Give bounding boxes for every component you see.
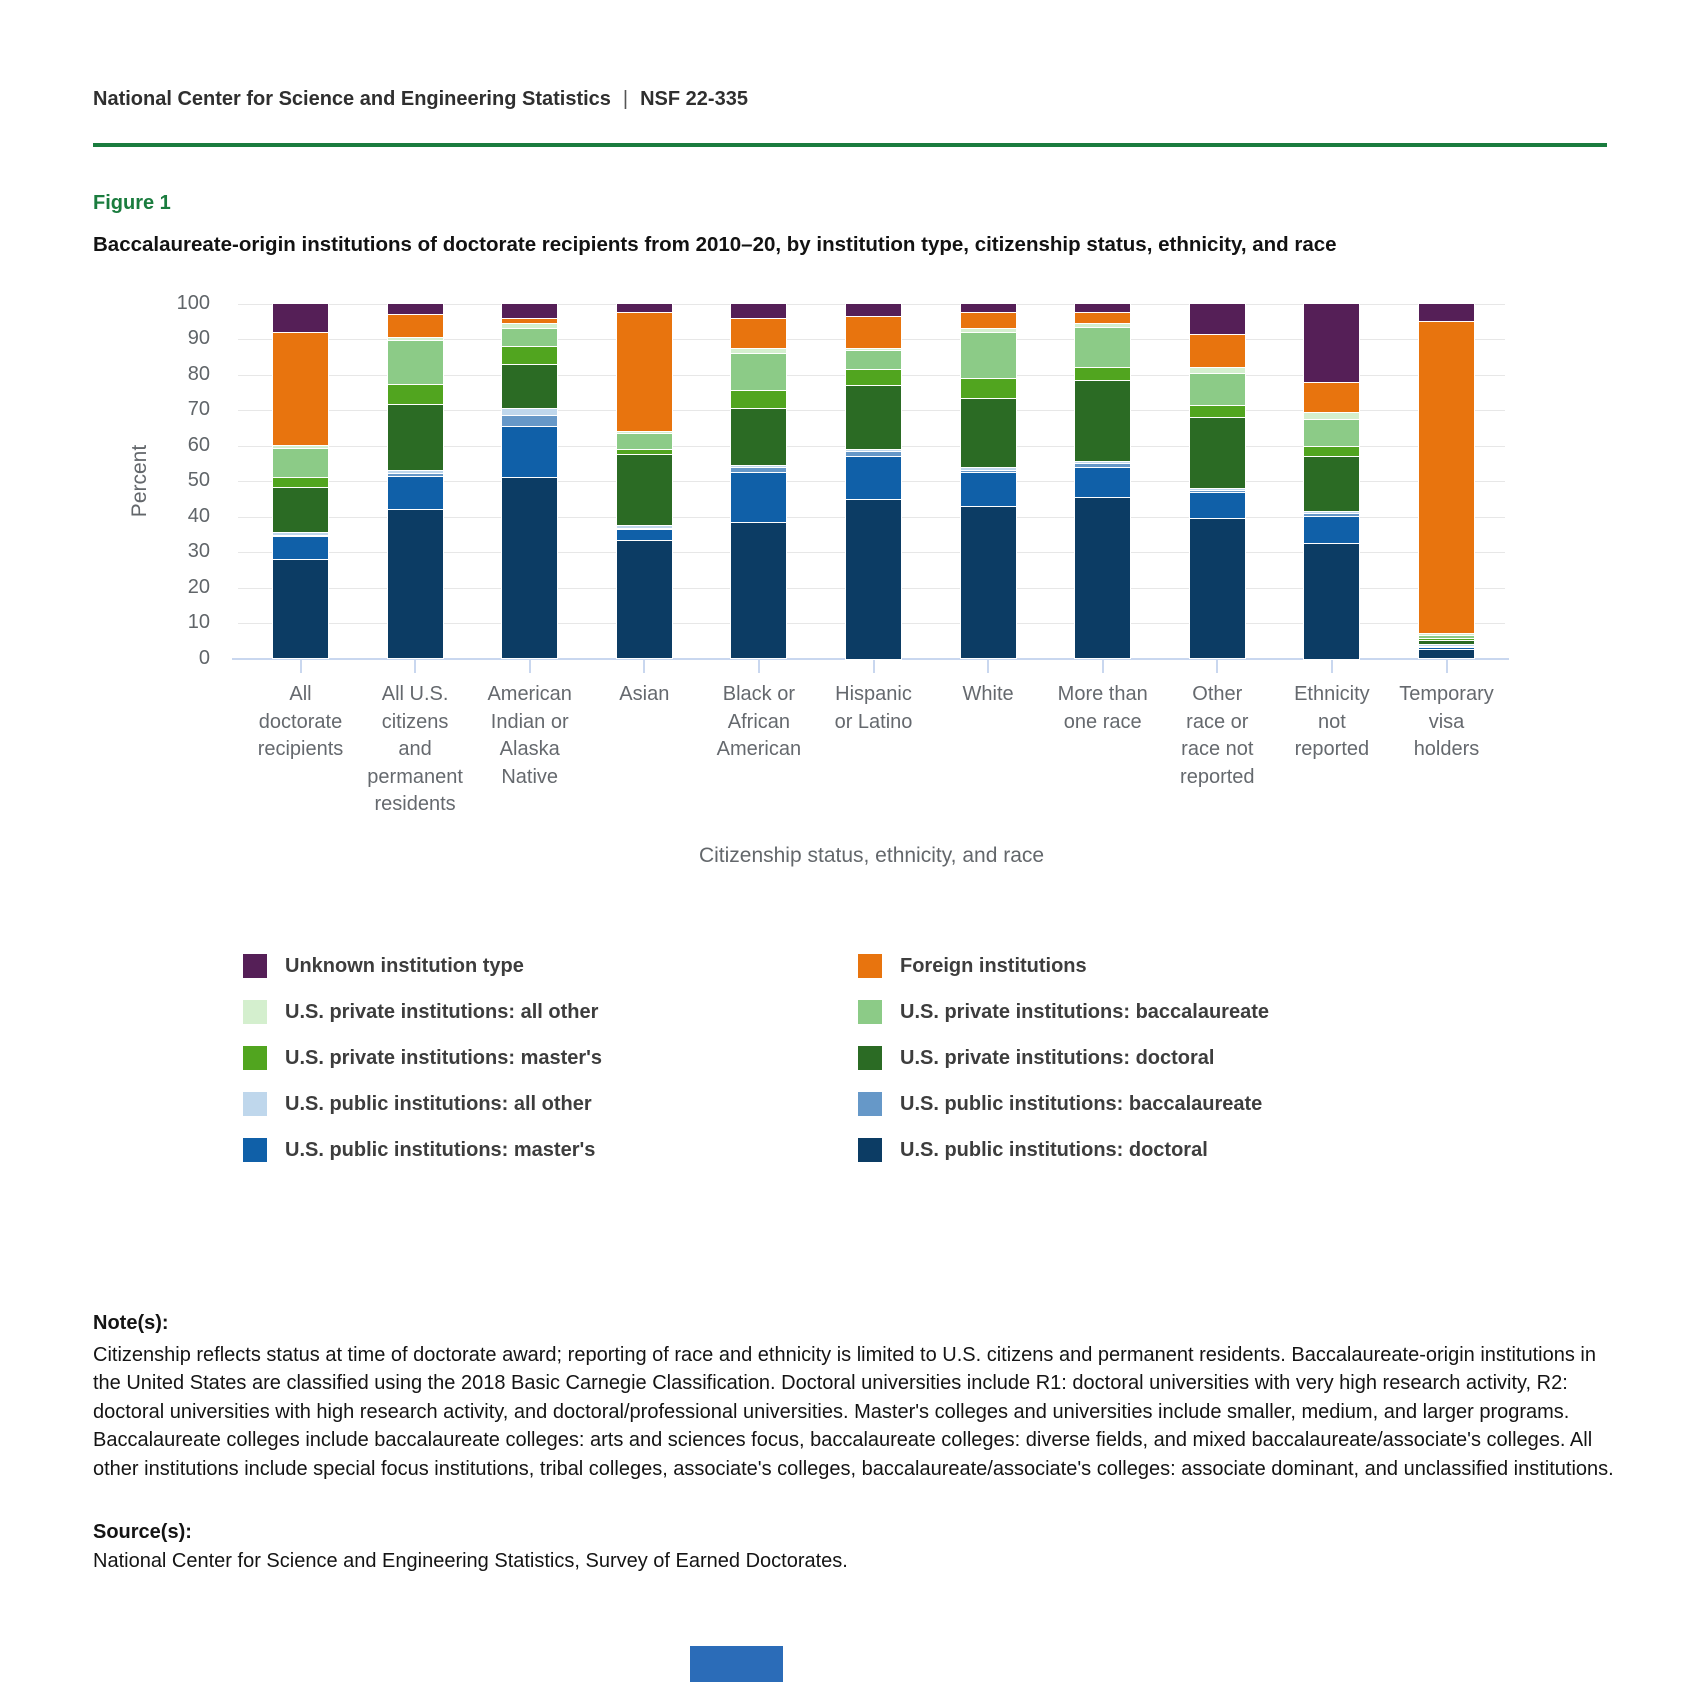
bar-segment-private-masters[interactable] bbox=[273, 477, 328, 488]
y-axis-tick-label: 50 bbox=[187, 469, 210, 491]
org-name: National Center for Science and Engineering Statistics bbox=[93, 88, 611, 110]
bar-segment-private-doctoral[interactable] bbox=[1304, 456, 1359, 511]
legend-label: U.S. public institutions: master's bbox=[285, 1139, 596, 1161]
bar-segment-private-doctoral[interactable] bbox=[846, 385, 901, 449]
bar-segment-private-all-other[interactable] bbox=[502, 323, 557, 328]
legend-label: U.S. public institutions: doctoral bbox=[900, 1139, 1208, 1161]
y-axis-tick-label: 10 bbox=[187, 611, 210, 633]
bar-segment-foreign[interactable] bbox=[731, 318, 786, 348]
y-axis-tick-label: 100 bbox=[176, 291, 210, 314]
bar-segment-public-doctoral[interactable] bbox=[1419, 649, 1474, 659]
bar-segment-public-doctoral[interactable] bbox=[846, 499, 901, 659]
bar-segment-unknown[interactable] bbox=[961, 304, 1016, 313]
x-axis-category-label: American Indian or Alaska Native bbox=[487, 683, 572, 788]
legend-label: U.S. private institutions: baccalaureate bbox=[900, 1001, 1269, 1023]
notes-heading: Note(s): bbox=[93, 1312, 169, 1334]
bar-segment-public-masters[interactable] bbox=[731, 472, 786, 522]
x-axis-tick bbox=[1331, 660, 1333, 673]
x-axis-category-label: Ethnicity not reported bbox=[1294, 683, 1370, 760]
bar-segment-public-all-other[interactable] bbox=[1304, 511, 1359, 513]
bar-segment-private-all-other[interactable] bbox=[1304, 412, 1359, 419]
y-axis-tick-label: 20 bbox=[187, 575, 210, 598]
bar-segment-foreign[interactable] bbox=[617, 312, 672, 431]
bar-segment-private-masters[interactable] bbox=[846, 369, 901, 385]
legend-swatch-icon bbox=[858, 1046, 882, 1070]
x-axis-tick bbox=[1216, 660, 1218, 673]
bar-segment-public-all-other[interactable] bbox=[846, 449, 901, 451]
bar-segment-unknown[interactable] bbox=[1304, 304, 1359, 382]
bar-segment-public-masters[interactable] bbox=[961, 472, 1016, 506]
bar-segment-public-all-other[interactable] bbox=[502, 408, 557, 415]
y-axis-tick-label: 40 bbox=[187, 504, 210, 527]
bar-segment-private-baccalaureate[interactable] bbox=[1419, 635, 1474, 638]
legend-swatch-icon bbox=[243, 1138, 267, 1162]
y-axis-tick-label: 70 bbox=[187, 398, 210, 420]
bar-segment-public-doctoral[interactable] bbox=[502, 477, 557, 658]
bar-segment-foreign[interactable] bbox=[1419, 321, 1474, 633]
bar-segment-public-all-other[interactable] bbox=[273, 532, 328, 535]
legend-label: U.S. public institutions: baccalaureate bbox=[900, 1093, 1263, 1115]
bar-segment-private-all-other[interactable] bbox=[388, 337, 443, 340]
x-axis-category-label: All doctorate recipients bbox=[257, 683, 344, 760]
bar-segment-private-baccalaureate[interactable] bbox=[1190, 373, 1245, 405]
legend-label: Foreign institutions bbox=[900, 955, 1087, 977]
bar-segment-private-masters[interactable] bbox=[388, 384, 443, 404]
x-axis-tick bbox=[987, 660, 989, 673]
bar-segment-private-masters[interactable] bbox=[1419, 638, 1474, 639]
figure-label: Figure 1 bbox=[93, 192, 171, 214]
bar-segment-private-doctoral[interactable] bbox=[961, 398, 1016, 467]
bar-segment-public-baccalaureate[interactable] bbox=[1304, 513, 1359, 517]
x-axis-tick bbox=[643, 660, 645, 673]
bar-segment-unknown[interactable] bbox=[731, 304, 786, 318]
x-axis-category-label: All U.S. citizens and permanent residents bbox=[367, 683, 463, 815]
x-axis-category-label: Hispanic or Latino bbox=[834, 683, 913, 733]
bar-segment-unknown[interactable] bbox=[617, 304, 672, 313]
bar-segment-foreign[interactable] bbox=[846, 316, 901, 348]
bar-segment-private-baccalaureate[interactable] bbox=[1304, 419, 1359, 446]
bar-segment-private-masters[interactable] bbox=[1190, 405, 1245, 417]
legend-label: U.S. private institutions: doctoral bbox=[900, 1047, 1215, 1069]
bar-segment-private-doctoral[interactable] bbox=[388, 404, 443, 470]
bar-segment-public-doctoral[interactable] bbox=[273, 559, 328, 658]
bar-segment-public-masters[interactable] bbox=[502, 426, 557, 477]
bar-segment-private-doctoral[interactable] bbox=[502, 364, 557, 408]
bar-segment-unknown[interactable] bbox=[1190, 304, 1245, 334]
legend-label: U.S. public institutions: all other bbox=[285, 1093, 592, 1115]
notes-body: Citizenship reflects status at time of doctorate award; reporting of race and ethnicity is limited to U.S. citizens and permanent residents. Baccalaureate-origin institutions in the United States are classified using the 2018 Basic Carnegie Classification. Doctoral universities include R1: doctoral universities with very high research activity, R2: doctoral universities with high research activity, and doctoral/professional universities. Master's colleges and universities include smaller, medium, and larger programs. Baccalaureate colleges include baccalaureate colleges: arts and sciences focus, baccalaureate colleges: diverse fields, and mixed baccalaureate/associate's colleges. All other institutions include special focus institutions, tribal colleges, associate's colleges, baccalaureate/associate's colleges: associate dominant, and unclassified institutions. bbox=[93, 1344, 1614, 1480]
x-axis-category-label: Temporary visa holders bbox=[1399, 683, 1494, 760]
bar-segment-public-all-other[interactable] bbox=[1190, 488, 1245, 490]
bar-segment-public-masters[interactable] bbox=[1304, 517, 1359, 544]
y-axis-title: Percent bbox=[128, 444, 151, 518]
bar-segment-private-baccalaureate[interactable] bbox=[846, 350, 901, 370]
legend-swatch-icon bbox=[858, 1092, 882, 1116]
bar-segment-public-doctoral[interactable] bbox=[1304, 543, 1359, 658]
x-axis-category-label: Other race or race not reported bbox=[1180, 683, 1255, 788]
legend-label: U.S. private institutions: all other bbox=[285, 1001, 599, 1023]
bar-segment-private-all-other[interactable] bbox=[273, 446, 328, 449]
x-axis-category-label: White bbox=[962, 683, 1014, 705]
bar-segment-private-all-other[interactable] bbox=[1190, 367, 1245, 372]
bar-segment-private-baccalaureate[interactable] bbox=[617, 433, 672, 449]
bar-segment-unknown[interactable] bbox=[502, 304, 557, 318]
bar-segment-private-baccalaureate[interactable] bbox=[388, 340, 443, 384]
header-divider: | bbox=[622, 88, 629, 110]
bar-segment-public-baccalaureate[interactable] bbox=[961, 470, 1016, 472]
x-axis-category-label: More than one race bbox=[1057, 683, 1148, 733]
bar-segment-foreign[interactable] bbox=[388, 314, 443, 337]
x-axis-tick bbox=[1102, 660, 1104, 673]
source-heading: Source(s): bbox=[93, 1521, 192, 1543]
bar-segment-public-all-other[interactable] bbox=[961, 467, 1016, 470]
x-axis-tick bbox=[414, 660, 416, 673]
bar-segment-public-baccalaureate[interactable] bbox=[617, 528, 672, 529]
bar-segment-public-baccalaureate[interactable] bbox=[1190, 490, 1245, 492]
legend-label: U.S. private institutions: master's bbox=[285, 1047, 603, 1069]
bar-segment-unknown[interactable] bbox=[273, 304, 328, 332]
bar-segment-private-baccalaureate[interactable] bbox=[731, 353, 786, 390]
bar-segment-private-doctoral[interactable] bbox=[273, 487, 328, 531]
bar-segment-public-baccalaureate[interactable] bbox=[388, 473, 443, 475]
bar-segment-private-doctoral[interactable] bbox=[1190, 417, 1245, 488]
legend-label: Unknown institution type bbox=[285, 955, 524, 977]
x-axis-title: Citizenship status, ethnicity, and race bbox=[698, 844, 1045, 867]
bar-segment-public-baccalaureate[interactable] bbox=[273, 535, 328, 536]
bar-segment-private-all-other[interactable] bbox=[731, 348, 786, 353]
chart-title: Baccalaureate-origin institutions of doctorate recipients from 2010–20, by institution type, citizenship status, ethnicity, and race bbox=[93, 233, 1337, 256]
legend-swatch-icon bbox=[858, 954, 882, 978]
bar-segment-public-doctoral[interactable] bbox=[731, 522, 786, 659]
bar-segment-public-masters[interactable] bbox=[617, 529, 672, 540]
bar-segment-public-masters[interactable] bbox=[1190, 492, 1245, 519]
bar-segment-private-baccalaureate[interactable] bbox=[961, 332, 1016, 378]
bar-segment-private-doctoral[interactable] bbox=[731, 408, 786, 465]
bar-segment-public-all-other[interactable] bbox=[1419, 644, 1474, 646]
x-axis-tick bbox=[529, 660, 531, 673]
bar-segment-public-masters[interactable] bbox=[1075, 467, 1130, 497]
bar-segment-public-baccalaureate[interactable] bbox=[502, 415, 557, 426]
bar-segment-public-baccalaureate[interactable] bbox=[1419, 646, 1474, 647]
bar-segment-public-all-other[interactable] bbox=[731, 465, 786, 467]
bar-segment-private-masters[interactable] bbox=[502, 346, 557, 364]
bar-segment-foreign[interactable] bbox=[961, 312, 1016, 328]
bar-segment-public-all-other[interactable] bbox=[388, 470, 443, 474]
bar-segment-unknown[interactable] bbox=[1419, 304, 1474, 322]
bar-segment-public-masters[interactable] bbox=[273, 536, 328, 559]
bar-segment-public-masters[interactable] bbox=[388, 476, 443, 510]
x-axis-tick bbox=[300, 660, 302, 673]
x-axis-tick bbox=[873, 660, 875, 673]
x-axis-category-label: Asian bbox=[619, 683, 670, 705]
bar-segment-public-all-other[interactable] bbox=[617, 525, 672, 527]
bar-segment-private-all-other[interactable] bbox=[961, 328, 1016, 332]
bar-segment-private-all-other[interactable] bbox=[846, 348, 901, 350]
bar-segment-public-doctoral[interactable] bbox=[1075, 497, 1130, 659]
bar-segment-public-all-other[interactable] bbox=[1075, 461, 1130, 463]
bar-segment-private-baccalaureate[interactable] bbox=[502, 328, 557, 346]
bar-segment-public-baccalaureate[interactable] bbox=[731, 467, 786, 472]
bar-segment-private-baccalaureate[interactable] bbox=[1075, 327, 1130, 368]
y-axis-tick-label: 80 bbox=[187, 362, 210, 385]
bar-segment-private-masters[interactable] bbox=[1304, 446, 1359, 457]
bar-segment-public-doctoral[interactable] bbox=[388, 509, 443, 658]
bar-segment-public-masters[interactable] bbox=[1419, 647, 1474, 648]
bar-segment-foreign[interactable] bbox=[1075, 312, 1130, 323]
source-body: National Center for Science and Engineering Statistics, Survey of Earned Doctorates. bbox=[93, 1550, 848, 1572]
bar-segment-unknown[interactable] bbox=[1075, 304, 1130, 313]
y-axis-tick-label: 90 bbox=[187, 327, 210, 349]
bar-segment-private-doctoral[interactable] bbox=[1075, 380, 1130, 462]
x-axis-tick bbox=[758, 660, 760, 673]
legend-swatch-icon bbox=[243, 954, 267, 978]
bar-segment-public-baccalaureate[interactable] bbox=[846, 451, 901, 456]
bar-segment-private-masters[interactable] bbox=[731, 390, 786, 408]
bar-segment-private-masters[interactable] bbox=[961, 378, 1016, 398]
bar-segment-private-doctoral[interactable] bbox=[1419, 640, 1474, 645]
bar-segment-private-all-other[interactable] bbox=[1419, 633, 1474, 635]
bar-segment-foreign[interactable] bbox=[502, 318, 557, 323]
clipped-blue-ui-element[interactable] bbox=[690, 1646, 783, 1682]
bar-segment-public-doctoral[interactable] bbox=[1190, 518, 1245, 658]
bar-segment-private-masters[interactable] bbox=[1075, 367, 1130, 379]
y-axis-tick-label: 60 bbox=[187, 433, 210, 456]
bar-segment-unknown[interactable] bbox=[846, 304, 901, 316]
bar-segment-private-all-other[interactable] bbox=[1075, 323, 1130, 327]
y-axis-tick-label: 0 bbox=[198, 646, 210, 669]
bar-segment-public-doctoral[interactable] bbox=[617, 540, 672, 659]
bar-segment-public-baccalaureate[interactable] bbox=[1075, 463, 1130, 467]
legend-swatch-icon bbox=[243, 1092, 267, 1116]
bar-segment-foreign[interactable] bbox=[1190, 334, 1245, 368]
legend-swatch-icon bbox=[858, 1138, 882, 1162]
x-axis-category-label: Black or African American bbox=[716, 683, 802, 760]
legend-swatch-icon bbox=[858, 1000, 882, 1024]
bar-segment-private-masters[interactable] bbox=[617, 449, 672, 454]
bar-segment-public-masters[interactable] bbox=[846, 456, 901, 499]
bar-segment-public-doctoral[interactable] bbox=[961, 506, 1016, 659]
legend-swatch-icon bbox=[243, 1000, 267, 1024]
legend-swatch-icon bbox=[243, 1046, 267, 1070]
bar-segment-private-doctoral[interactable] bbox=[617, 454, 672, 525]
report-number: NSF 22-335 bbox=[640, 88, 748, 110]
bar-segment-foreign[interactable] bbox=[1304, 382, 1359, 412]
bar-segment-foreign[interactable] bbox=[273, 332, 328, 446]
bar-segment-unknown[interactable] bbox=[388, 304, 443, 315]
bar-segment-private-baccalaureate[interactable] bbox=[273, 448, 328, 476]
y-axis-tick-label: 30 bbox=[187, 540, 210, 562]
x-axis-tick bbox=[1446, 660, 1448, 673]
bar-segment-private-all-other[interactable] bbox=[617, 431, 672, 433]
